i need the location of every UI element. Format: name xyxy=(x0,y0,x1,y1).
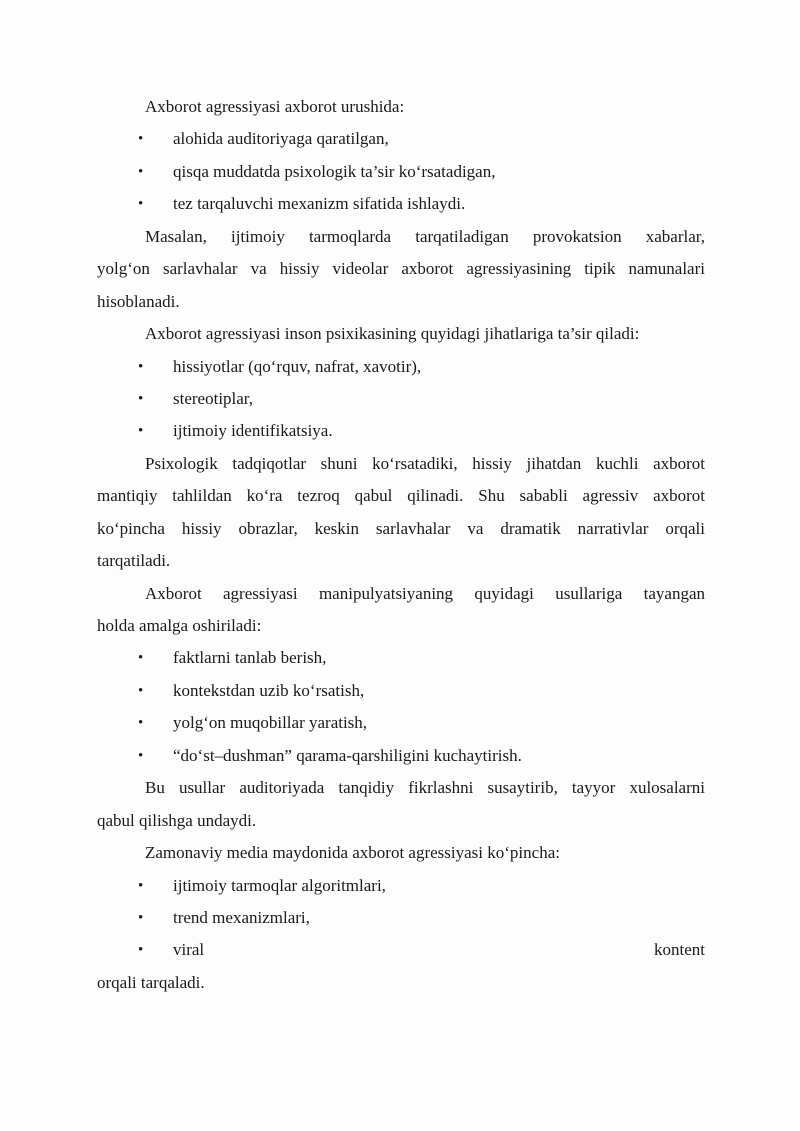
bullet-icon: • xyxy=(138,196,144,213)
bullet-item xyxy=(97,351,705,383)
bullet-item-label: ijtimoiy identifikatsiya. xyxy=(173,421,333,441)
bullet-item-label: kontent xyxy=(654,940,705,960)
bullet-icon: • xyxy=(138,682,144,699)
bullet-item-label: stereotiplar, xyxy=(173,388,254,408)
text-line: Axborot agressiyasi inson psixikasining quyidagi jihatlariga ta’sir qiladi: xyxy=(145,324,640,344)
document-page xyxy=(97,0,705,999)
bullet-item xyxy=(97,642,705,674)
bullet-item-label: yolgʻon muqobillar yaratish, xyxy=(173,713,368,733)
bullet-item xyxy=(97,707,705,739)
text-line: holda amalga oshiriladi: xyxy=(97,616,262,635)
bullet-item-label: ijtimoiy tarmoqlar algoritmlari, xyxy=(173,875,386,895)
bullet-item xyxy=(97,675,705,707)
text-line: orqali tarqaladi. xyxy=(97,972,205,992)
bullet-item-label: kontekstdan uzib koʻrsatish, xyxy=(173,680,365,700)
text-line: Masalan, ijtimoiy tarmoqlarda tarqatiladigan provokatsion xabarlar, xyxy=(145,226,705,246)
bullet-icon: • xyxy=(138,423,144,440)
bullet-icon: • xyxy=(138,877,144,894)
text-line: tarqatiladi. xyxy=(97,551,171,571)
bullet-item xyxy=(97,156,705,188)
bullet-item xyxy=(97,902,705,934)
bullet-icon: • xyxy=(138,715,144,732)
bullet-icon: • xyxy=(138,942,144,959)
bullet-item xyxy=(97,383,705,415)
bullet-icon: • xyxy=(138,390,144,407)
bullet-item-label: trend mexanizmlari, xyxy=(173,907,310,927)
bullet-item xyxy=(97,870,705,902)
bullet-icon: • xyxy=(138,358,144,375)
bullet-item-label: tez tarqaluvchi mexanizm sifatida ishlaydi. xyxy=(173,194,466,214)
bullet-item xyxy=(97,188,705,220)
text-line: Zamonaviy media maydonida axborot agressiyasi koʻpincha: xyxy=(145,843,560,863)
bullet-icon: • xyxy=(138,163,144,180)
text-line: Bu usullar auditoriyada tanqidiy fikrlashni susaytirib, tayyor xulosalarni xyxy=(145,778,705,798)
bullet-item xyxy=(97,415,705,447)
bullet-item-label: “doʻst–dushman” qarama-qarshiligini kuchaytirish. xyxy=(173,745,522,765)
bullet-icon: • xyxy=(138,650,144,667)
bullet-item-label: alohida auditoriyaga qaratilgan, xyxy=(173,129,389,149)
text-line: qabul qilishga undaydi. xyxy=(97,810,257,830)
bullet-item-label: qisqa muddatda psixologik ta’sir koʻrsatadigan, xyxy=(173,161,496,181)
bullet-item xyxy=(97,934,705,966)
text-line: hisoblanadi. xyxy=(97,291,180,311)
text-line: mantiqiy tahlildan koʻra tezroq qabul qilinadi. Shu sababli agressiv axborot xyxy=(97,486,705,506)
bullet-item-label: hissiyotlar (qoʻrquv, nafrat, xavotir), xyxy=(173,356,422,376)
bullet-item xyxy=(97,123,705,155)
bullet-icon: • xyxy=(138,909,144,926)
bullet-icon: • xyxy=(138,131,144,148)
text-line: Axborot agressiyasi axborot urushida: xyxy=(145,97,405,116)
bullet-item-label: faktlarni tanlab berish, xyxy=(173,648,327,668)
bullet-item xyxy=(97,740,705,772)
bullet-icon: • xyxy=(138,747,144,764)
text-line: Axborot agressiyasi manipulyatsiyaning quyidagi usullariga tayangan xyxy=(145,583,705,603)
text-line: koʻpincha hissiy obrazlar, keskin sarlavhalar va dramatik narrativlar orqali xyxy=(97,518,705,538)
text-line: yolgʻon sarlavhalar va hissiy videolar axborot agressiyasining tipik namunalari xyxy=(97,259,705,279)
text-line: Psixologik tadqiqotlar shuni koʻrsatadiki, hissiy jihatdan kuchli axborot xyxy=(145,453,705,473)
bullet-item-label: viral xyxy=(173,940,205,960)
